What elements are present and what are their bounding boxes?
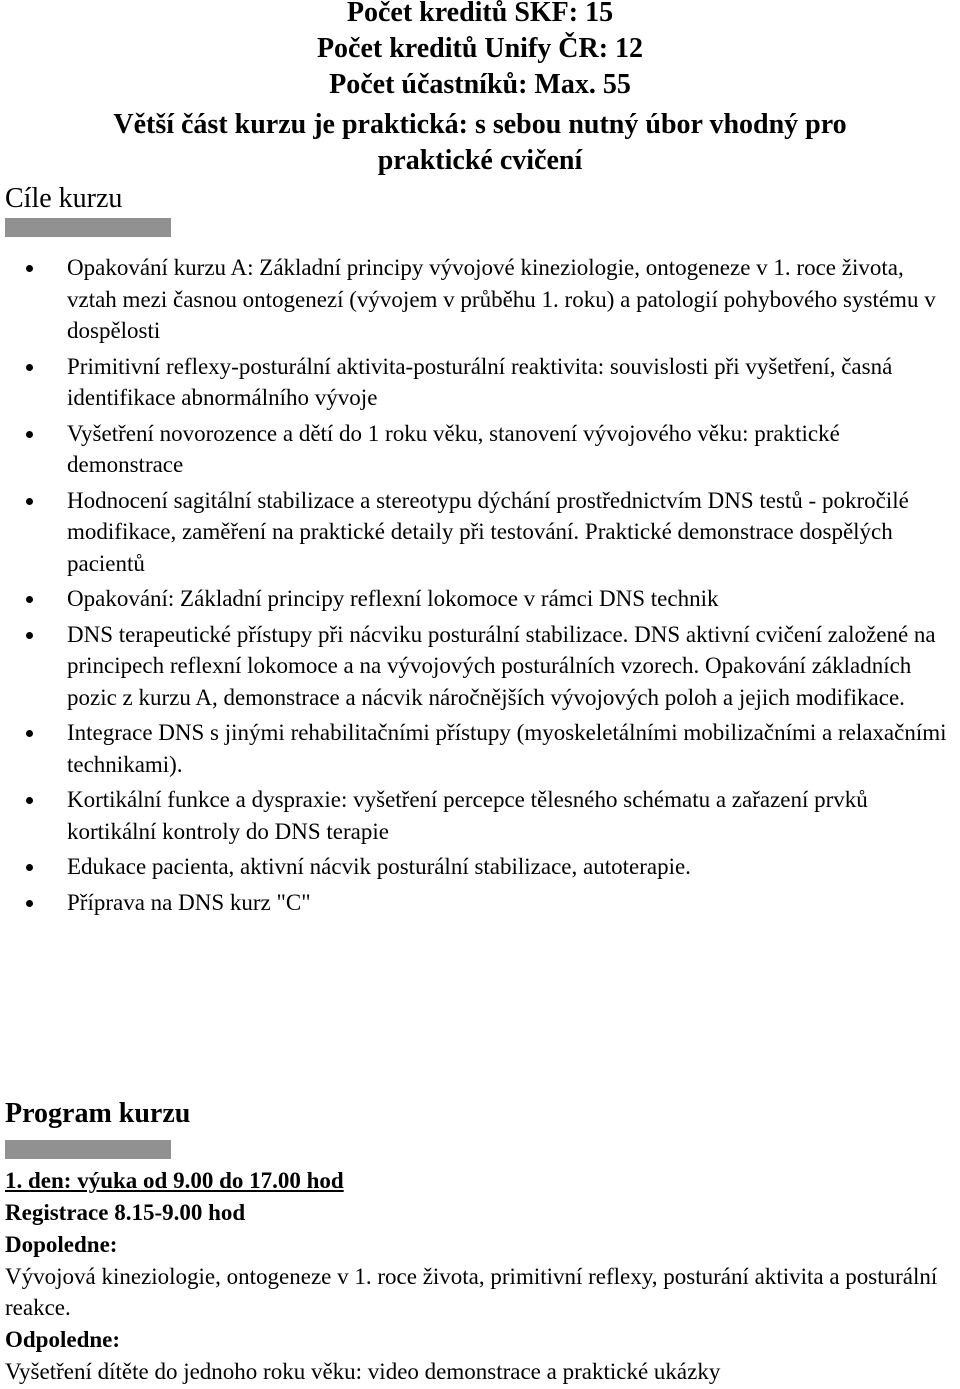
list-item (0, 717, 960, 780)
program-title: Program kurzu (5, 1098, 191, 1129)
goal-text: Příprava na DNS kurz "C" (67, 889, 311, 915)
goal-text: Integrace DNS s jinými rehabilitačními přístupy (myoskeletálními mobilizačními a relaxačními technikami). (67, 720, 947, 777)
program-title-bar (5, 1140, 171, 1159)
bullet-icon (26, 265, 33, 272)
goal-text: Vyšetření novorozence a dětí do 1 roku věku, stanovení vývojového věku: praktické demonstrace (67, 420, 840, 477)
participants-count: Počet účastníků: Max. 55 (329, 69, 631, 100)
bullet-icon (26, 596, 33, 603)
practical-note: Větší část kurzu je praktická: s sebou nutný úbor vhodný pro (113, 109, 847, 140)
bullet-icon (26, 900, 33, 907)
goals-title-bar (5, 218, 171, 237)
credits-skf: Počet kreditů SKF: 15 (346, 0, 614, 28)
bullet-icon (26, 364, 33, 371)
goals-title: Cíle kurzu (5, 183, 123, 214)
goal-text: Hodnocení sagitální stabilizace a stereotypu dýchání prostřednictvím DNS testů - pokročilé modifikace, zaměření na praktické detaily při testování. Praktické demonstrace dospělých pacientů (67, 487, 909, 576)
goal-text: Primitivní reflexy-posturální aktivita-posturální reaktivita: souvislosti při vyšetření, časná identifikace abnormálního vývoje (67, 353, 893, 410)
goal-text: Opakování kurzu A: Základní principy vývojové kineziologie, ontogeneze v 1. roce života, vztah mezi časnou ontogenezí (vývojem v průběhu 1. roku) a patologií pohybového systému v dospělosti (67, 255, 936, 343)
bullet-icon (26, 632, 33, 639)
bullet-icon (26, 864, 33, 871)
list-item (0, 583, 960, 615)
list-item (0, 252, 960, 347)
morning-text: Vývojová kineziologie, ontogeneze v 1. roce života, primitivní reflexy, posturání aktivita a posturální reakce. (5, 1264, 938, 1320)
goal-text: Edukace pacienta, aktivní nácvik posturální stabilizace, autoterapie. (67, 854, 691, 879)
goal-text: DNS terapeutické přístupy při nácviku posturální stabilizace. DNS aktivní cvičení založené na principech reflexní lokomoce a na vývojových posturálních vzorech. Opakování základních pozic z kurzu A, demonstrace a nácvik náročnějších vývojových poloh a jejich modifikace. (67, 621, 936, 710)
list-item (0, 887, 960, 919)
afternoon-text: Vyšetření dítěte do jednoho roku věku: video demonstrace a praktické ukázky (5, 1359, 721, 1384)
list-item (0, 418, 960, 481)
bullet-icon (26, 730, 33, 737)
registration-time: Registrace 8.15-9.00 hod (5, 1200, 246, 1225)
goal-text: Kortikální funkce a dyspraxie: vyšetření percepce tělesného schématu a zařazení prvků kortikální kontroly do DNS terapie (67, 787, 868, 844)
afternoon-label: Odpoledne: (5, 1327, 121, 1352)
credits-unify: Počet kreditů Unify ČR: 12 (316, 33, 644, 64)
bullet-icon (26, 431, 33, 438)
goals-list (0, 252, 960, 922)
list-item (0, 851, 960, 883)
morning-label: Dopoledne: (5, 1232, 118, 1257)
bullet-icon (26, 797, 33, 804)
bullet-icon (26, 498, 33, 505)
day1-heading: 1. den: výuka od 9.00 do 17.00 hod (5, 1168, 344, 1193)
list-item (0, 351, 960, 414)
list-item (0, 619, 960, 714)
list-item (0, 784, 960, 847)
list-item (0, 485, 960, 580)
practical-note-cont: praktické cvičení (377, 145, 583, 176)
goal-text: Opakování: Základní principy reflexní lokomoce v rámci DNS technik (67, 586, 719, 611)
